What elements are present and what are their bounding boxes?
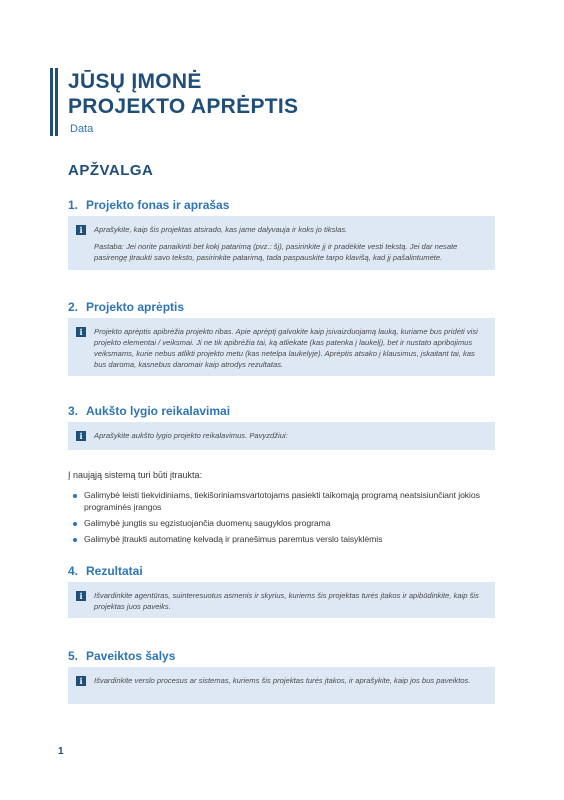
section-heading-text: Projekto aprėptis — [86, 300, 185, 314]
section-heading-3 — [68, 404, 230, 418]
note-text: Išvardinkite agentūras, suinteresuotus asmenis ir skyrius, kuriems šis projektas turės įtakos ir apibūdinkite, kaip šis projektas juos paveiks. — [94, 591, 479, 611]
overview-title: APŽVALGA — [68, 162, 154, 179]
note-box-5 — [68, 667, 495, 704]
note-text: Pastaba: Jei norite panaikinti bet kokį patarimą (pvz.: šį), pasirinkite jį ir pradėkite vesti tekstą. Jei dar nesate pasirengę įtraukti savo teksto, pasirinkite patarimą, tada paspauskite tarpo klavišą, kad jį pašalintumėte. — [94, 242, 458, 262]
note-text: Aprašykite aukšto lygio projekto reikalavimus. Pavyzdžiui: — [94, 431, 288, 440]
document-date: Data — [70, 123, 94, 135]
section-number: 4. — [68, 564, 79, 578]
section-heading-2 — [68, 300, 184, 314]
info-icon: i — [76, 591, 86, 601]
list-item: Galimybė įtraukti automatinę kelvadą ir pranešimus paremtus verslo taisyklėmis — [68, 533, 508, 545]
section-heading-4 — [68, 564, 143, 578]
document-title: PROJEKTO APRĖPTIS — [68, 95, 299, 118]
title-accent-bar-left — [50, 68, 53, 136]
requirements-intro: Į naująją sistemą turi būti įtraukta: — [68, 470, 203, 480]
title-accent-bar-right — [55, 68, 58, 136]
company-name: JŪSŲ ĮMONĖ — [68, 70, 202, 93]
info-icon: i — [76, 676, 86, 686]
info-icon: i — [76, 431, 86, 441]
list-item: Galimybė jungtis su egzistuojančia duomenų saugyklos programa — [68, 517, 508, 529]
note-text: Projekto aprėptis apibrėžia projekto ribas. Apie aprėptį galvokite kaip įsivaizduojamą lauką, kuriame bus pridėti visi projekto elementai / veiksmai. Ji ne tik apibrėžia tai, ką atliekate (kas patenka į laukelį), bet ir nustato apribojimus veiksmams, kurie nebus atlikti projekto metu (kas netelpa laukelyje). Aprėptis atsako į klausimus, įskaitant tai, kas bus daroma, kasnebus daromair kaip atrodys rezultatas. — [94, 327, 478, 369]
info-icon: i — [76, 225, 86, 235]
note-box-2 — [68, 318, 495, 376]
requirements-list — [68, 489, 508, 549]
section-heading-text: Rezultatai — [86, 564, 143, 578]
note-box-1 — [68, 216, 495, 270]
section-number: 2. — [68, 300, 79, 314]
note-box-3 — [68, 422, 495, 450]
section-number: 5. — [68, 649, 79, 663]
section-heading-text: Paveiktos šalys — [86, 649, 176, 663]
section-heading-5 — [68, 649, 175, 663]
list-item: Galimybė leisti tiekvidiniams, tiekišoriniamsvartotojams pasiekti taikomąją programą neatsisiunčiant jokios programinės įrangos — [68, 489, 508, 513]
note-text: Aprašykite, kaip šis projektas atsirado, kas jame dalyvauja ir koks jo tikslas. — [94, 225, 348, 234]
info-icon: i — [76, 327, 86, 337]
note-text: Išvardinkite verslo procesus ar sistemas, kuriems šis projektas turės įtakos, ir aprašykite, kaip jos bus paveiktos. — [94, 676, 471, 685]
section-heading-text: Projekto fonas ir aprašas — [86, 198, 230, 212]
section-heading-text: Aukšto lygio reikalavimai — [86, 404, 231, 418]
page-number: 1 — [58, 746, 64, 757]
note-box-4 — [68, 582, 495, 618]
section-number: 1. — [68, 198, 79, 212]
section-number: 3. — [68, 404, 79, 418]
section-heading-1 — [68, 198, 229, 212]
